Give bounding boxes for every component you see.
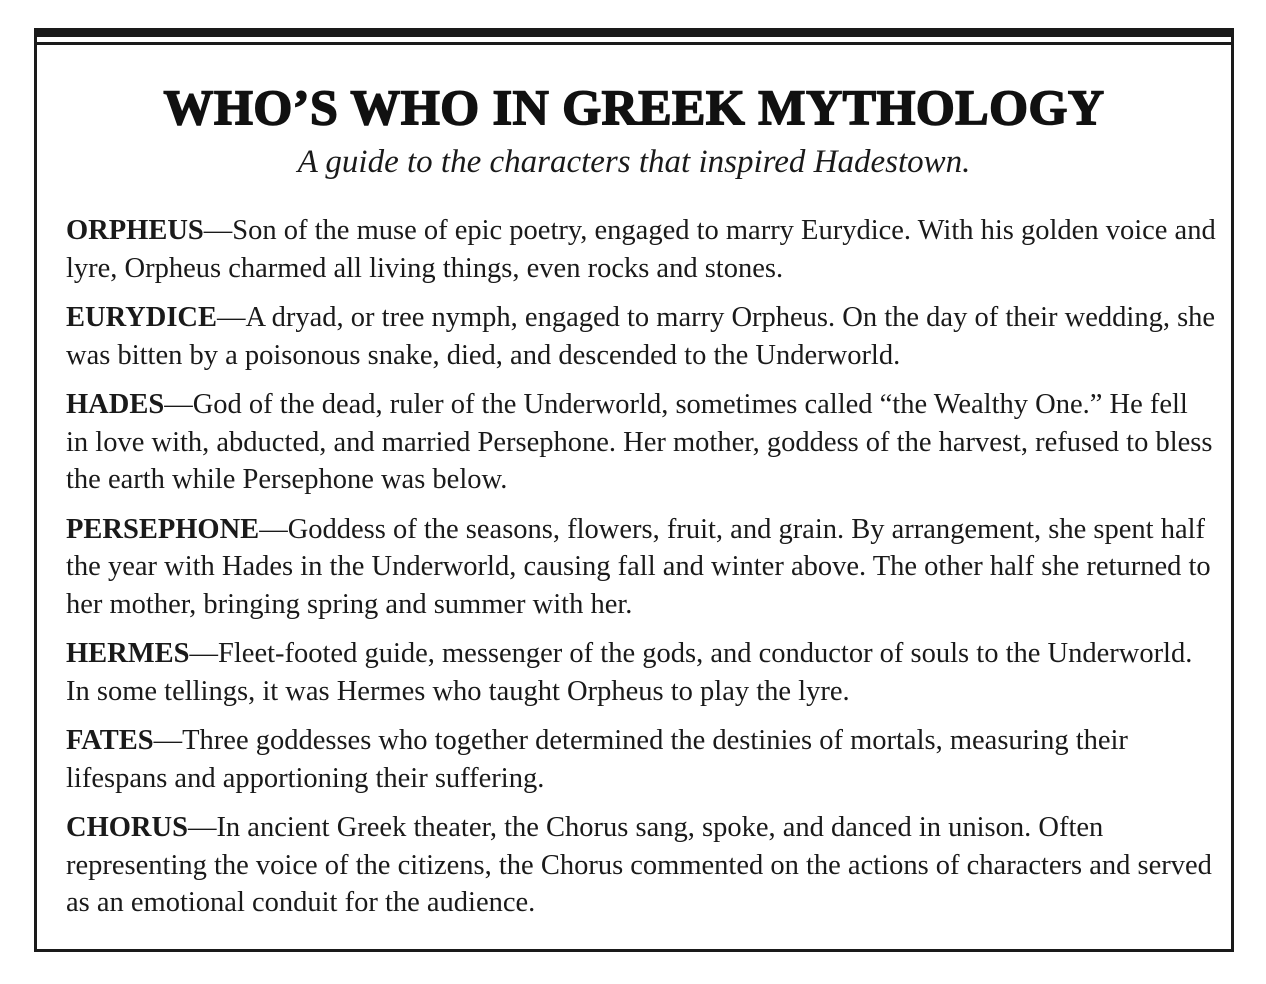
character-entry-eurydice <box>66 299 1216 374</box>
top-rule-thick <box>37 28 1231 37</box>
character-description: Son of the muse of epic poetry, engaged to marry Eurydice. With his golden voice and lyre, Orpheus charmed all living things, even rocks and stones. <box>66 215 1216 284</box>
em-dash: — <box>164 389 193 420</box>
character-list <box>66 212 1216 934</box>
character-entry-hermes <box>66 635 1216 710</box>
character-name: FATES <box>66 725 154 756</box>
character-name: PERSEPHONE <box>66 513 260 545</box>
character-name: HADES <box>66 389 165 420</box>
character-entry-hades <box>66 386 1216 499</box>
character-entry-orpheus <box>66 212 1216 287</box>
em-dash: — <box>153 725 183 756</box>
character-description: Fleet-footed guide, messenger of the gods, and conductor of souls to the Underworld. In some tellings, it was Hermes who taught Orpheus to play the lyre. <box>66 638 1193 707</box>
character-description: God of the dead, ruler of the Underworld, sometimes called “the Wealthy One.” He fell in love with, abducted, and married Persephone. Her mother, goddess of the harvest, refused to bless the earth while Persephone was below. <box>66 389 1213 495</box>
em-dash: — <box>217 302 246 333</box>
sidebar-box <box>34 28 1234 952</box>
character-name: ORPHEUS <box>66 215 204 246</box>
character-description: Three goddesses who together determined the destinies of mortals, measuring their lifespans and apportioning their suffering. <box>66 725 1128 794</box>
page-title: WHO’S WHO IN GREEK MYTHOLOGY <box>163 79 1105 135</box>
character-name: CHORUS <box>66 812 188 843</box>
character-description: In ancient Greek theater, the Chorus sang, spoke, and danced in unison. Often representing the voice of the citizens, the Chorus commented on the actions of characters and served as an emotional conduit for the audience. <box>66 812 1212 918</box>
character-entry-chorus <box>66 809 1216 922</box>
character-entry-fates <box>66 722 1216 797</box>
em-dash: — <box>203 215 233 246</box>
page-subtitle: A guide to the characters that inspired Hadestown. <box>297 144 971 180</box>
character-description: Goddess of the seasons, flowers, fruit, and grain. By arrangement, she spent half the year with Hades in the Underworld, causing fall and winter above. The other half she returned to her mother, bringing spring and summer with her. <box>66 513 1211 620</box>
em-dash: — <box>187 812 217 843</box>
character-entry-persephone <box>66 511 1216 624</box>
character-name: HERMES <box>66 638 190 669</box>
top-rule-thin <box>37 42 1231 45</box>
character-description: A dryad, or tree nymph, engaged to marry Orpheus. On the day of their wedding, she was bitten by a poisonous snake, died, and descended to the Underworld. <box>66 302 1216 371</box>
em-dash: — <box>189 638 219 669</box>
em-dash: — <box>259 513 288 545</box>
character-name: EURYDICE <box>66 302 218 333</box>
